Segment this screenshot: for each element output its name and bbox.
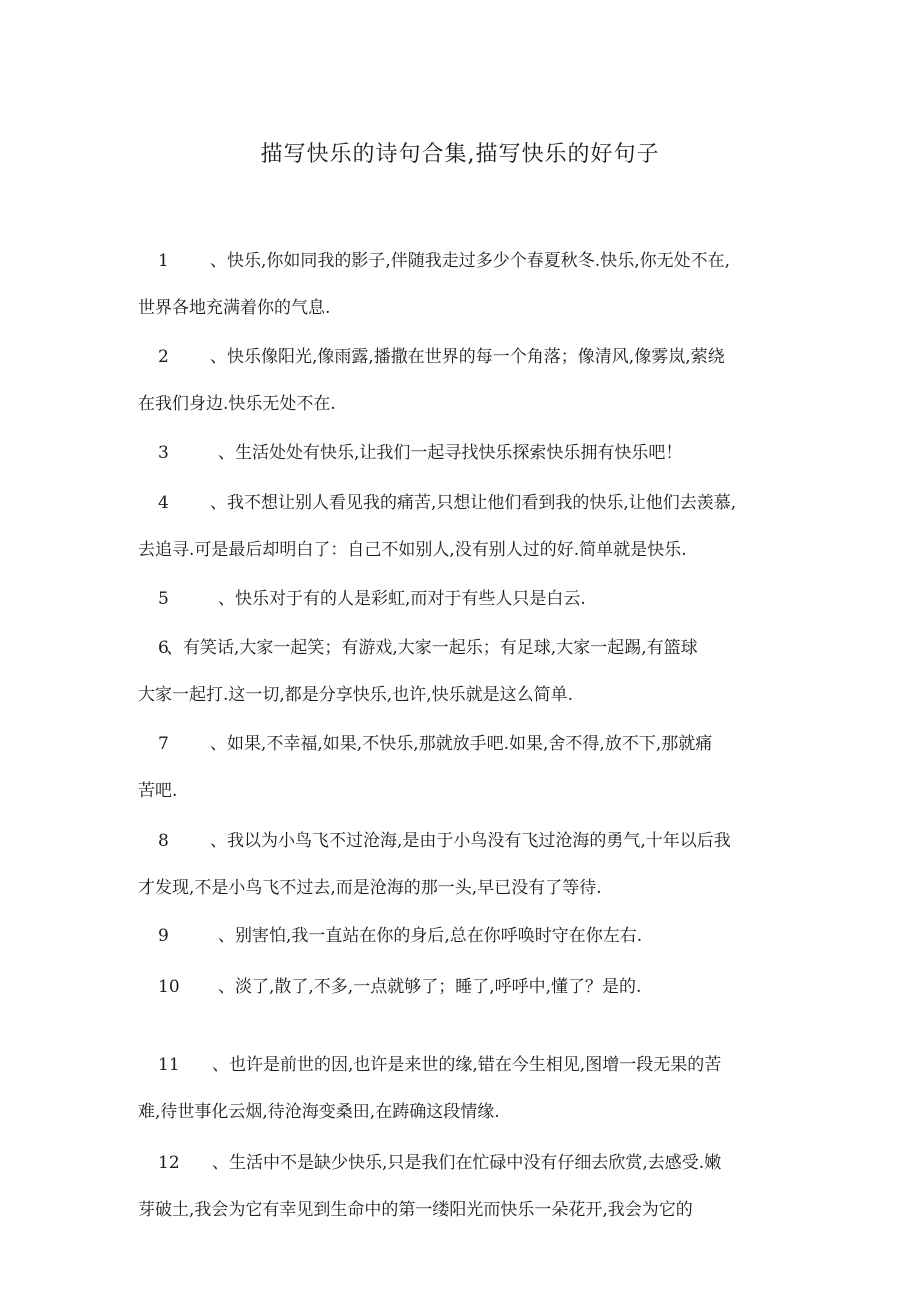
item-text: 、也许是前世的因,也许是来世的缘,错在今生相见,图增一段无果的苦 — [212, 1055, 722, 1075]
item-first-line — [138, 480, 790, 527]
item-first-line — [138, 430, 790, 477]
list-item — [138, 964, 790, 1011]
item-first-line — [138, 1140, 790, 1187]
item-text: 、快乐像阳光,像雨露,播撒在世界的每一个角落；像清风,像雾岚,萦绕 — [210, 347, 725, 367]
item-number: 10 — [158, 977, 180, 997]
list-item — [138, 1140, 790, 1234]
item-text: 、我不想让别人看见我的痛苦,只想让他们看到我的快乐,让他们去羡慕, — [210, 493, 737, 513]
item-first-line — [138, 1042, 790, 1089]
item-first-line — [138, 721, 790, 768]
item-continuation-line: 芽破土,我会为它有幸见到生命中的第一缕阳光而快乐一朵花开,我会为它的 — [138, 1200, 693, 1220]
item-text: 、生活处处有快乐,让我们一起寻找快乐探索快乐拥有快乐吧！ — [218, 443, 683, 463]
page-title: 描写快乐的诗句合集,描写快乐的好句子 — [260, 142, 660, 167]
item-first-line — [138, 913, 790, 960]
item-text: 、如果,不幸福,如果,不快乐,那就放手吧.如果,舍不得,放不下,那就痛 — [210, 734, 713, 754]
item-number: 7 — [158, 734, 169, 754]
item-first-line — [138, 576, 790, 623]
list-item — [138, 576, 790, 623]
item-number: 12 — [158, 1153, 180, 1173]
item-number: 8 — [158, 831, 169, 851]
item-continuation-line: 大家一起打.这一切,都是分享快乐,也许,快乐就是这么简单. — [138, 685, 574, 705]
item-continuation-line: 世界各地充满着你的气息. — [138, 298, 331, 318]
list-item — [138, 625, 790, 719]
item-text: 、别害怕,我一直站在你的身后,总在你呼唤时守在你左右. — [218, 926, 643, 946]
item-number: 2 — [158, 347, 169, 367]
item-continuation-line: 才发现,不是小鸟飞不过去,而是沧海的那一头,早已没有了等待. — [138, 878, 602, 898]
item-number: 9 — [158, 926, 169, 946]
list-item — [138, 721, 790, 815]
list-item — [138, 818, 790, 912]
item-continuation-line: 难,待世事化云烟,待沧海变桑田,在踌确这段情缘. — [138, 1102, 500, 1122]
list-item — [138, 430, 790, 477]
item-text: 、生活中不是缺少快乐,只是我们在忙碌中没有仔细去欣赏,去感受.嫩 — [212, 1153, 722, 1173]
item-number: 11 — [158, 1055, 180, 1075]
item-continuation-line: 在我们身边.快乐无处不在. — [138, 394, 336, 414]
item-first-line — [138, 964, 790, 1011]
item-first-line — [138, 334, 790, 381]
item-first-line — [138, 238, 790, 285]
item-continuation-line: 苦吧. — [138, 781, 178, 801]
item-continuation-line: 去追寻.可是最后却明白了：自己不如别人,没有别人过的好.简单就是快乐. — [138, 540, 687, 560]
list-item — [138, 334, 790, 428]
item-text: 、我以为小鸟飞不过沧海,是由于小鸟没有飞过沧海的勇气,十年以后我 — [210, 831, 731, 851]
item-text: 、快乐对于有的人是彩虹,而对于有些人只是白云. — [218, 589, 586, 609]
item-text: 、快乐,你如同我的影子,伴随我走过多少个春夏秋冬.快乐,你无处不在, — [210, 251, 731, 271]
item-text: 、有笑话,大家一起笑；有游戏,大家一起乐；有足球,大家一起踢,有篮球 — [166, 638, 698, 658]
list-item — [138, 1042, 790, 1136]
item-number: 5 — [158, 589, 169, 609]
item-first-line — [138, 818, 790, 865]
item-first-line — [138, 625, 790, 672]
item-number: 6 — [158, 638, 169, 658]
item-number: 1 — [158, 251, 169, 271]
item-number: 4 — [158, 493, 169, 513]
item-number: 3 — [158, 443, 169, 463]
item-text: 、淡了,散了,不多,一点就够了；睡了,呼呼中,懂了？是的. — [218, 977, 642, 997]
list-item — [138, 480, 790, 574]
list-item — [138, 913, 790, 960]
list-item — [138, 238, 790, 332]
